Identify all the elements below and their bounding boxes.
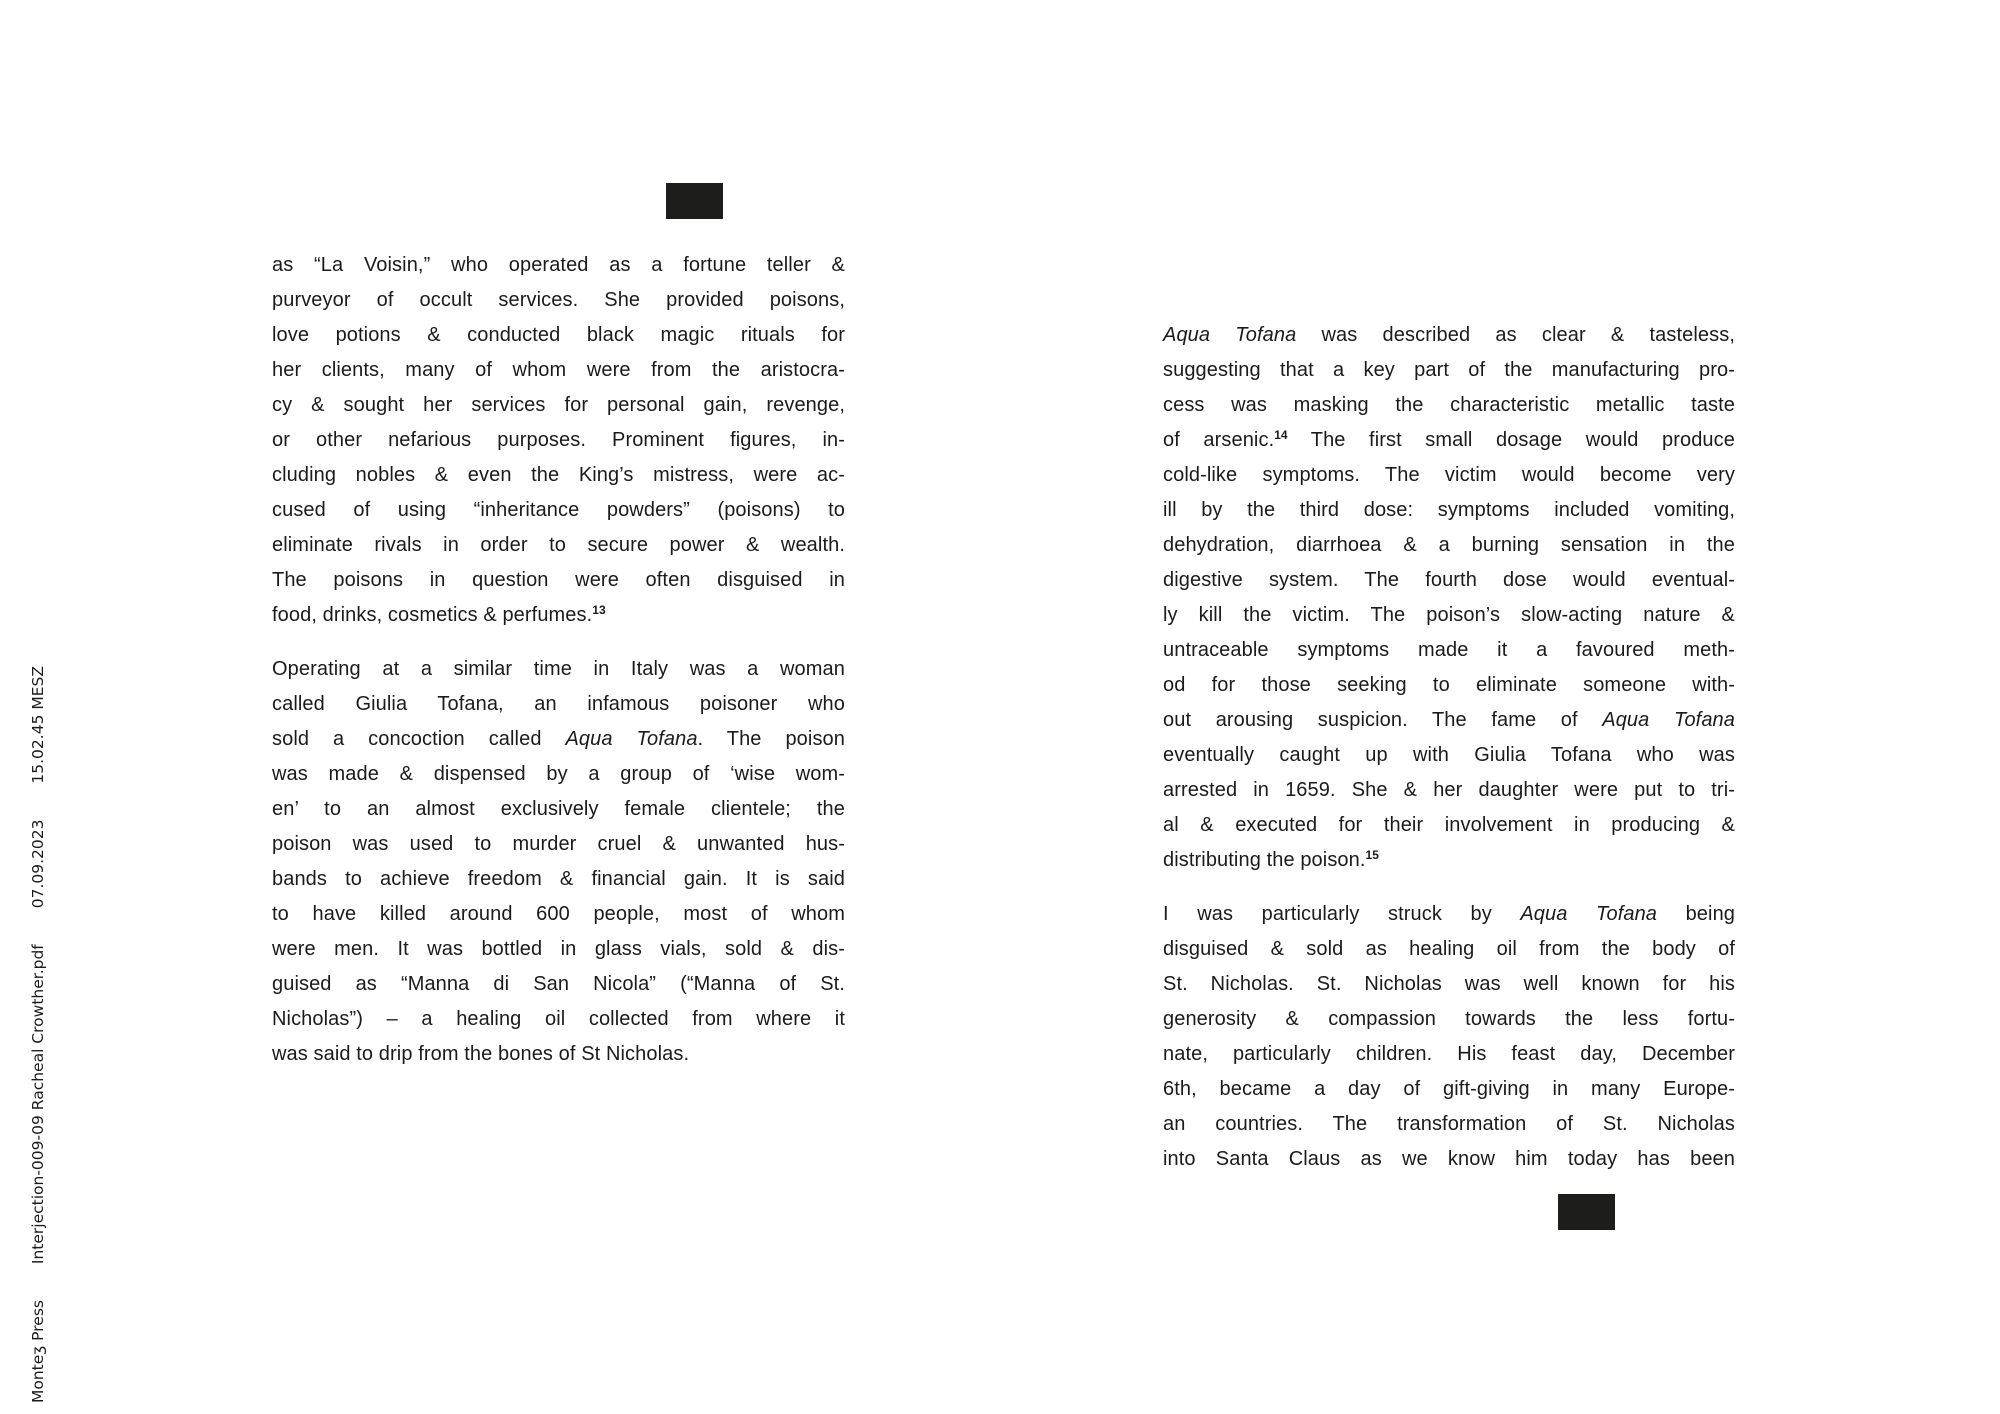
text-line: distributing the poison.$^{15}$ [1163,848,1379,871]
text-line: of arsenic.$^{14}$ The first small dosage would produce [1163,428,1735,451]
file-info-footer [29,666,47,1403]
text-line: into Santa Claus as we know him today has been [1163,1148,1735,1170]
text-line: poison was used to murder cruel & unwanted hus- [272,833,845,855]
text-line: ill by the third dose: symptoms included vomiting, [1163,499,1735,521]
text-line: Aqua Tofana was described as clear & tasteless, [1163,324,1735,346]
text-line: en’ to an almost exclusively female clientele; the [272,798,845,820]
text-line: guised as “Manna di San Nicola” (“Manna of St. [272,973,845,995]
text-line: The poisons in question were often disguised in [272,569,845,591]
text-line: dehydration, diarrhoea & a burning sensation in the [1163,534,1735,556]
text-line: food, drinks, cosmetics & perfumes.$^{13}$ [272,603,606,626]
text-line: untraceable symptoms made it a favoured meth- [1163,639,1735,661]
text-line: to have killed around 600 people, most of whom [272,903,845,925]
text-line: cluding nobles & even the King’s mistress, were ac- [272,464,845,486]
text-line: nate, particularly children. His feast day, December [1163,1043,1735,1065]
footnote-reference: 13 [592,603,606,617]
text-line: al & executed for their involvement in producing & [1163,814,1735,836]
text-line: eventually caught up with Giulia Tofana who was [1163,744,1735,766]
right-text-column [1163,318,1735,1177]
text-line: cused of using “inheritance powders” (poisons) to [272,499,845,521]
text-line: an countries. The transformation of St. Nicholas [1163,1113,1735,1135]
paragraph [1163,318,1735,878]
footnote-reference: 14 [1274,428,1288,442]
text-line: digestive system. The fourth dose would eventual- [1163,569,1735,591]
text-line: generosity & compassion towards the less fortu- [1163,1008,1735,1030]
text-line: or other nefarious purposes. Prominent figures, in- [272,429,845,451]
text-line: od for those seeking to eliminate someone with- [1163,674,1735,696]
file-date: 07.09.2023 [29,819,47,909]
text-line: suggesting that a key part of the manufacturing pro- [1163,359,1735,381]
paragraph [272,248,845,633]
text-line: disguised & sold as healing oil from the body of [1163,938,1735,960]
text-line: cold-like symptoms. The victim would become very [1163,464,1735,486]
footnote-reference: 15 [1365,848,1379,862]
text-line: was made & dispensed by a group of ‘wise wom- [272,763,845,785]
text-line: sold a concoction called Aqua Tofana. The poison [272,728,845,750]
left-text-column [272,248,845,1072]
paragraph [272,652,845,1072]
text-line: Operating at a similar time in Italy was a woman [272,658,845,680]
text-line: St. Nicholas. St. Nicholas was well known for his [1163,973,1735,995]
file-name: Interjection-009-09 Racheal Crowther.pdf [29,944,47,1265]
text-line: her clients, many of whom were from the aristocra- [272,359,845,381]
text-line: eliminate rivals in order to secure power & wealth. [272,534,845,556]
text-line: 6th, became a day of gift-giving in many Europe- [1163,1078,1735,1100]
text-line: out arousing suspicion. The fame of Aqua Tofana [1163,709,1735,731]
text-line: bands to achieve freedom & financial gain. It is said [272,868,845,890]
emphasized-text: Aqua Tofana [1163,324,1297,346]
text-line: ly kill the victim. The poison’s slow-acting nature & [1163,604,1735,626]
file-time: 15.02.45 MESZ [29,666,47,784]
text-line: arrested in 1659. She & her daughter were put to tri- [1163,779,1735,801]
text-line: love potions & conducted black magic rituals for [272,324,845,346]
emphasized-text: Aqua Tofana [565,728,698,750]
text-line: I was particularly struck by Aqua Tofana being [1163,903,1736,925]
text-line: were men. It was bottled in glass vials, sold & dis- [272,938,845,960]
text-line: cy & sought her services for personal gain, revenge, [272,394,845,416]
text-line: purveyor of occult services. She provided poisons, [272,289,845,311]
text-line: was said to drip from the bones of St Nicholas. [272,1043,690,1065]
publisher-name: Monteʒ Press [29,1300,47,1403]
page-marker-bottom [1558,1194,1615,1230]
emphasized-text: Aqua Tofana [1602,709,1735,731]
paragraph [1163,897,1735,1177]
page-marker-top [666,183,723,219]
text-line: called Giulia Tofana, an infamous poisoner who [272,693,845,715]
text-line: cess was masking the characteristic metallic taste [1163,394,1735,416]
text-line: Nicholas”) – a healing oil collected from where it [272,1008,845,1030]
emphasized-text: Aqua Tofana [1520,903,1658,925]
text-line: as “La Voisin,” who operated as a fortune teller & [272,254,845,276]
